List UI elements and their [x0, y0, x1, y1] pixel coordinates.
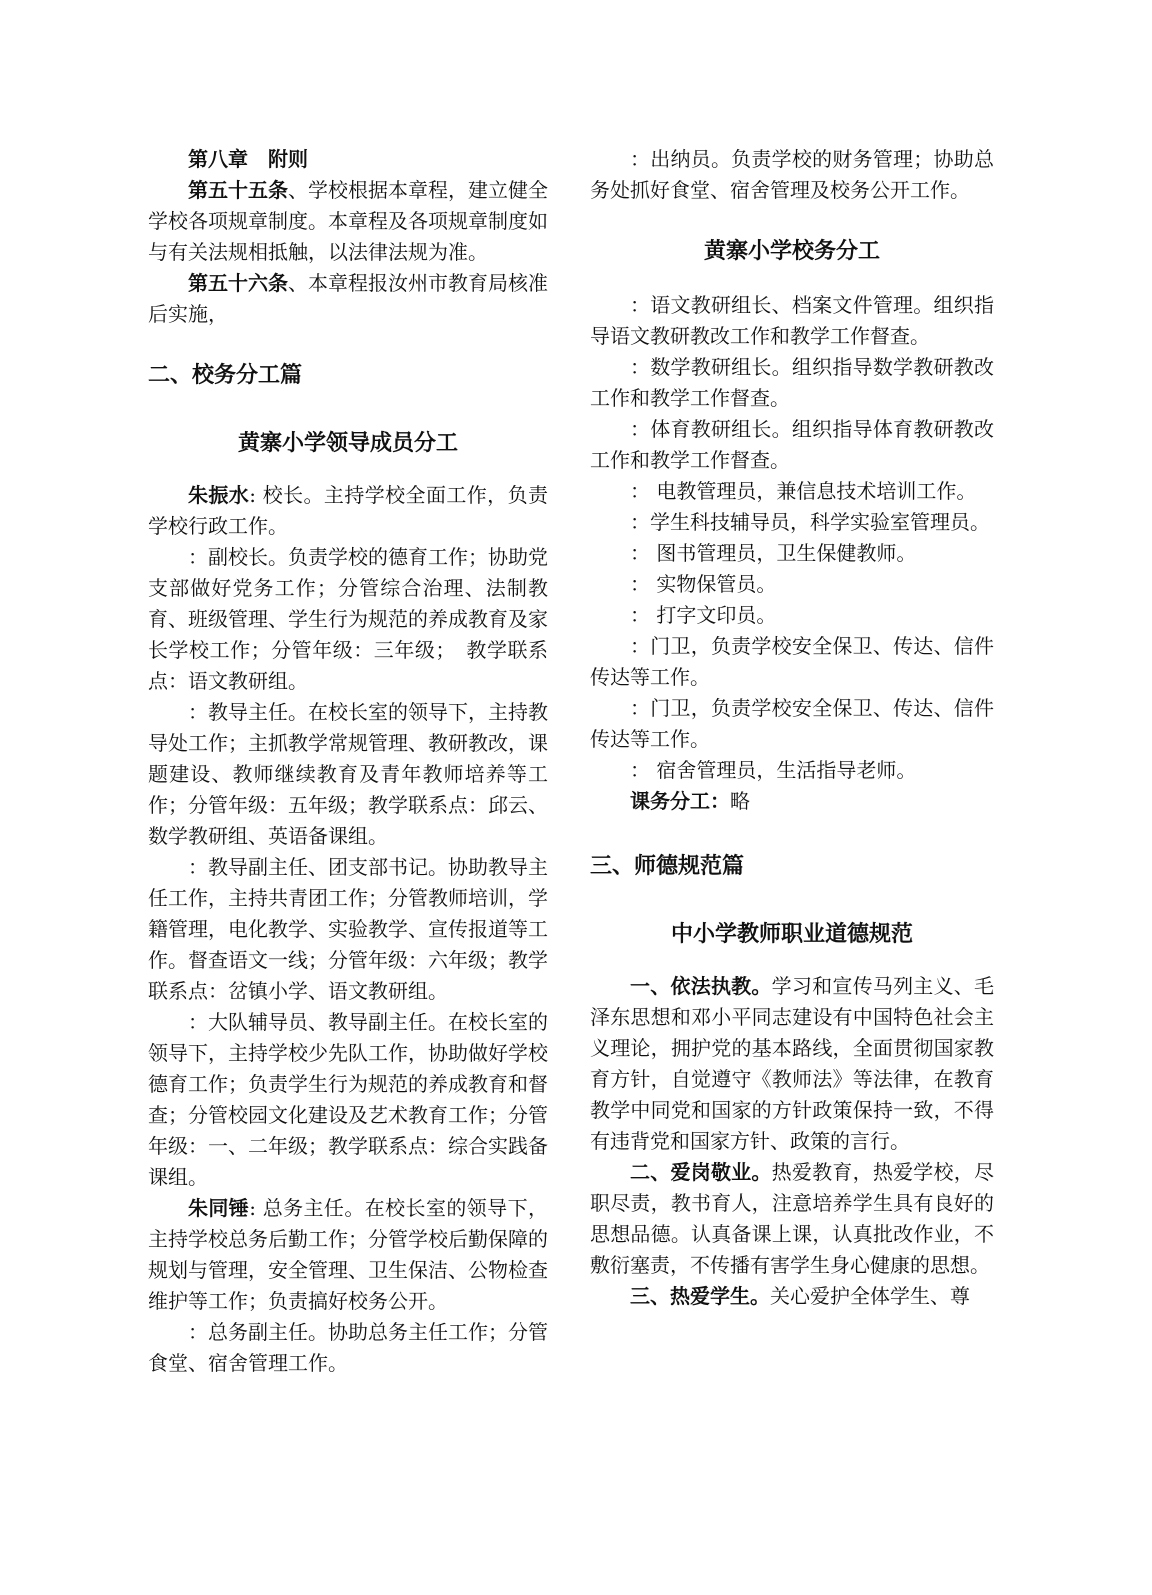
leader-item: ：副校长。负责学校的德育工作；协助党支部做好党务工作；分管综合治理、法制教育、班级管理、学生行为规范的养成教育及家长学校工作；分管年级：三年级； 教学联系点：语文教研组。 [148, 545, 548, 693]
affair-item: ：语文教研组长、档案文件管理。组织指导语文教研教改工作和教学工作督查。 [590, 293, 994, 348]
leader-name: 朱振水 [188, 483, 250, 507]
leaders-title: 黄寨小学领导成员分工 [237, 431, 458, 456]
affair-item: ： 实物保管员。 [630, 572, 777, 596]
affair-item: ：数学教研组长。组织指导数学教研教改工作和教学工作督查。 [590, 355, 994, 410]
course-label: 课务分工： [630, 789, 730, 813]
affair-item: ： 打字文印员。 [630, 603, 777, 627]
affair-item: ：学生科技辅导员，科学实验室管理员。 [630, 510, 990, 534]
affair-item: ： 宿舍管理员，生活指导老师。 [630, 758, 917, 782]
cashier-item: ：出纳员。负责学校的财务管理；协助总务处抓好食堂、宿舍管理及校务公开工作。 [590, 147, 994, 202]
article-55-label: 第五十五条 [188, 178, 288, 202]
course-division [590, 786, 994, 817]
ethics-label: 一、依法执教。 [630, 974, 772, 998]
leader-name: 朱同锤 [188, 1196, 250, 1220]
leader-item: ：教导副主任、团支部书记。协助教导主任工作，主持共青团工作；分管教师培训，学籍管理，电化教学、实验教学、宣传报道等工作。督查语文一线；分管年级：六年级；教学联系点：岔镇小学、语文教研组。 [148, 855, 548, 1003]
right-column [590, 142, 994, 1312]
ethics-item: 二、爱岗敬业。热爱教育，热爱学校，尽职尽责，教书育人，注意培养学生具有良好的思想品德。认真备课上课，认真批改作业，不敷衍塞责，不传播有害学生身心健康的思想。 [590, 1160, 995, 1277]
ethics-label: 三、热爱学生。 [630, 1284, 770, 1308]
section-2-heading: 二、校务分工篇 [148, 363, 303, 388]
leader-item: ：教导主任。在校长室的领导下，主持教导处工作；主抓教学常规管理、教研教改，课题建设、教师继续教育及青年教师培养等工作；分管年级：五年级；教学联系点：邱云、数学教研组、英语备课组。 [148, 700, 548, 848]
affair-item: ： 图书管理员，卫生保健教师。 [630, 541, 917, 565]
leader-item: 朱同锤: 总务主任。在校长室的领导下，主持学校总务后勤工作；分管学校后勤保障的规划与管理，安全管理、卫生保洁、公物检查维护等工作；负责搞好校务公开。 [148, 1196, 548, 1313]
affair-item: ：体育教研组长。组织指导体育教研教改工作和教学工作督查。 [590, 417, 994, 472]
leader-item: ：大队辅导员、教导副主任。在校长室的领导下，主持学校少先队工作，协助做好学校德育工作；负责学生行为规范的养成教育和督查；分管校园文化建设及艺术教育工作；分管年级：一、二年级；教学联系点：综合实践备课组。 [148, 1010, 548, 1189]
leader-item: 朱振水: 校长。主持学校全面工作，负责学校行政工作。 [148, 483, 548, 538]
article-56 [148, 268, 548, 330]
affair-item: ： 电教管理员，兼信息技术培训工作。 [630, 479, 977, 503]
article-56-label: 第五十六条 [188, 271, 288, 295]
ethics-item: 一、依法执教。学习和宣传马列主义、毛泽东思想和邓小平同志建设有中国特色社会主义理论，拥护党的基本路线，全面贯彻国家教育方针，自觉遵守《教师法》等法律，在教育教学中同党和国家的方针政策保持一致，不得有违背党和国家方针、政策的言行。 [590, 974, 995, 1153]
article-55 [148, 175, 548, 268]
section-3-heading: 三、师德规范篇 [590, 854, 745, 879]
article-56-text: 、本章程报汝州市教育局核准后实施， [148, 271, 548, 326]
affairs-title: 黄寨小学校务分工 [703, 239, 880, 264]
chapter8-title: 第八章 附则 [188, 147, 308, 171]
ethics-item: 三、热爱学生。关心爱护全体学生、尊 [630, 1284, 970, 1308]
affair-item: ：门卫，负责学校安全保卫、传达、信件传达等工作。 [590, 696, 994, 751]
article-55-text: 、学校根据本章程，建立健全学校各项规章制度。本章程及各项规章制度如与有关法规相抵触，以法律法规为准。 [148, 178, 548, 264]
leader-item: ：总务副主任。协助总务主任工作；分管食堂、宿舍管理工作。 [148, 1320, 548, 1375]
ethics-title: 中小学教师职业道德规范 [670, 922, 913, 947]
left-column [148, 142, 548, 1379]
ethics-label: 二、爱岗敬业。 [630, 1160, 772, 1184]
affair-item: ：门卫，负责学校安全保卫、传达、信件传达等工作。 [590, 634, 994, 689]
course-value: 略 [730, 789, 750, 813]
